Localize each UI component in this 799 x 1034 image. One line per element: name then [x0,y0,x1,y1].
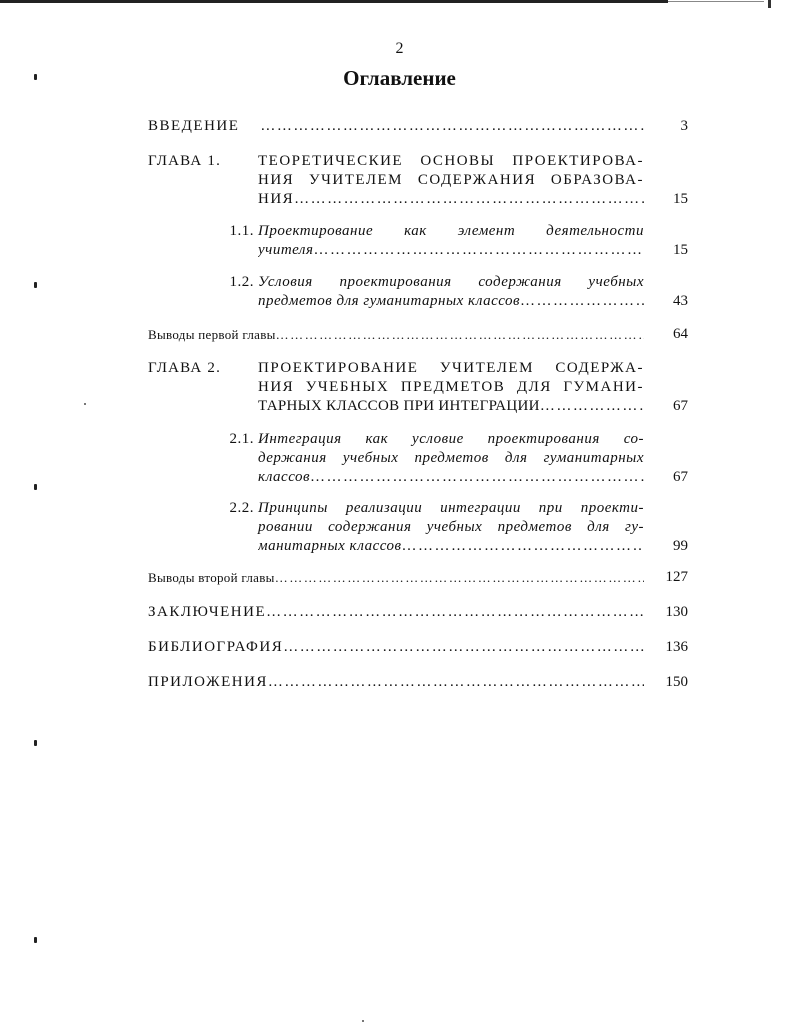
dot-leader [268,673,644,692]
toc-entry-chapter-1[interactable] [148,152,688,209]
dot-leader [310,468,644,487]
toc-label: ВВЕДЕНИЕ [148,118,240,134]
toc-page: 136 [665,639,688,655]
dot-leader [275,568,644,587]
toc-page: 67 [673,398,688,414]
section-number: 2.2. [229,500,254,516]
toc-title-line: Интеграция как условие проектирования со- [258,431,644,447]
toc-entry-section-1-2[interactable] [148,273,688,311]
toc-page: 130 [665,604,688,620]
toc-title-line: учителя [258,242,314,258]
scan-mark [768,0,771,8]
toc-page: 127 [665,569,688,585]
toc-title-line: ТАРНЫХ КЛАССОВ ПРИ ИНТЕГРАЦИИ [258,398,540,414]
toc-page: 3 [680,118,688,134]
dot-leader [260,117,644,136]
chapter-label: ГЛАВА 2. [148,360,222,376]
toc-entry-intro[interactable] [148,117,688,136]
toc-entry-appendix[interactable] [148,673,688,692]
dot-leader [520,292,644,311]
dot-leader [283,638,644,657]
toc-entry-section-2-1[interactable] [148,430,688,487]
toc-entry-conclusions-2[interactable] [148,568,688,587]
toc-entry-conclusions-1[interactable] [148,325,688,344]
toc-page: 15 [673,191,688,207]
toc-page: 67 [673,469,688,485]
toc-title-line: ПРОЕКТИРОВАНИЕ УЧИТЕЛЕМ СОДЕРЖА- [258,360,644,376]
toc-title-line: манитарных классов [258,538,402,554]
toc-title-line: НИЯ УЧИТЕЛЕМ СОДЕРЖАНИЯ ОБРАЗОВА- [258,172,644,188]
dot-leader [276,325,644,344]
scan-speck [84,403,86,405]
scan-top-border [0,0,668,3]
dot-leader [540,397,644,416]
toc-title-line: Проектирование как элемент деятельности [258,223,644,239]
toc-label: Выводы второй главы [148,570,275,585]
scan-mark [34,484,37,490]
toc-title-line: Условия проектирования содержания учебных [258,274,644,290]
section-number: 2.1. [229,431,254,447]
toc-entry-bibliography[interactable] [148,638,688,657]
toc-title-line: Принципы реализации интеграции при проекти- [258,500,644,516]
dot-leader [266,603,644,622]
scan-speck [362,1020,364,1022]
toc-title-line: НИЯ УЧЕБНЫХ ПРЕДМЕТОВ ДЛЯ ГУМАНИ- [258,379,644,395]
chapter-label: ГЛАВА 1. [148,153,222,169]
dot-leader [294,190,644,209]
toc-title-line: предметов для гуманитарных классов [258,293,521,309]
toc-entry-section-1-1[interactable] [148,222,688,260]
page-number: 2 [395,40,404,57]
scan-top-border-faint [668,1,764,2]
toc-title-line: держания учебных предметов для гуманитарных [258,450,644,466]
scan-mark [34,740,37,746]
toc-title-line: НИЯ [258,191,295,207]
toc-page: 99 [673,538,688,554]
toc-title-line: ТЕОРЕТИЧЕСКИЕ ОСНОВЫ ПРОЕКТИРОВА- [258,153,644,169]
toc-page: 64 [673,326,688,342]
toc-title-line: ровании содержания учебных предметов для гу- [258,519,644,535]
toc-page: 43 [673,293,688,309]
toc-label: БИБЛИОГРАФИЯ [148,639,284,655]
dot-leader [313,241,644,260]
toc-entry-conclusion[interactable] [148,603,688,622]
section-number: 1.2. [229,274,254,290]
section-number: 1.1. [229,223,254,239]
scan-mark [34,282,37,288]
toc-label: ЗАКЛЮЧЕНИЕ [148,604,267,620]
toc-entry-chapter-2[interactable] [148,359,688,416]
page-title: Оглавление [343,66,456,90]
toc-page: 15 [673,242,688,258]
toc-title-line: классов [258,469,310,485]
toc-label: Выводы первой главы [148,327,276,342]
toc-page: 150 [665,674,688,690]
toc-entry-section-2-2[interactable] [148,499,688,556]
scan-mark [34,937,37,943]
dot-leader [402,537,644,556]
toc-label: ПРИЛОЖЕНИЯ [148,674,268,690]
